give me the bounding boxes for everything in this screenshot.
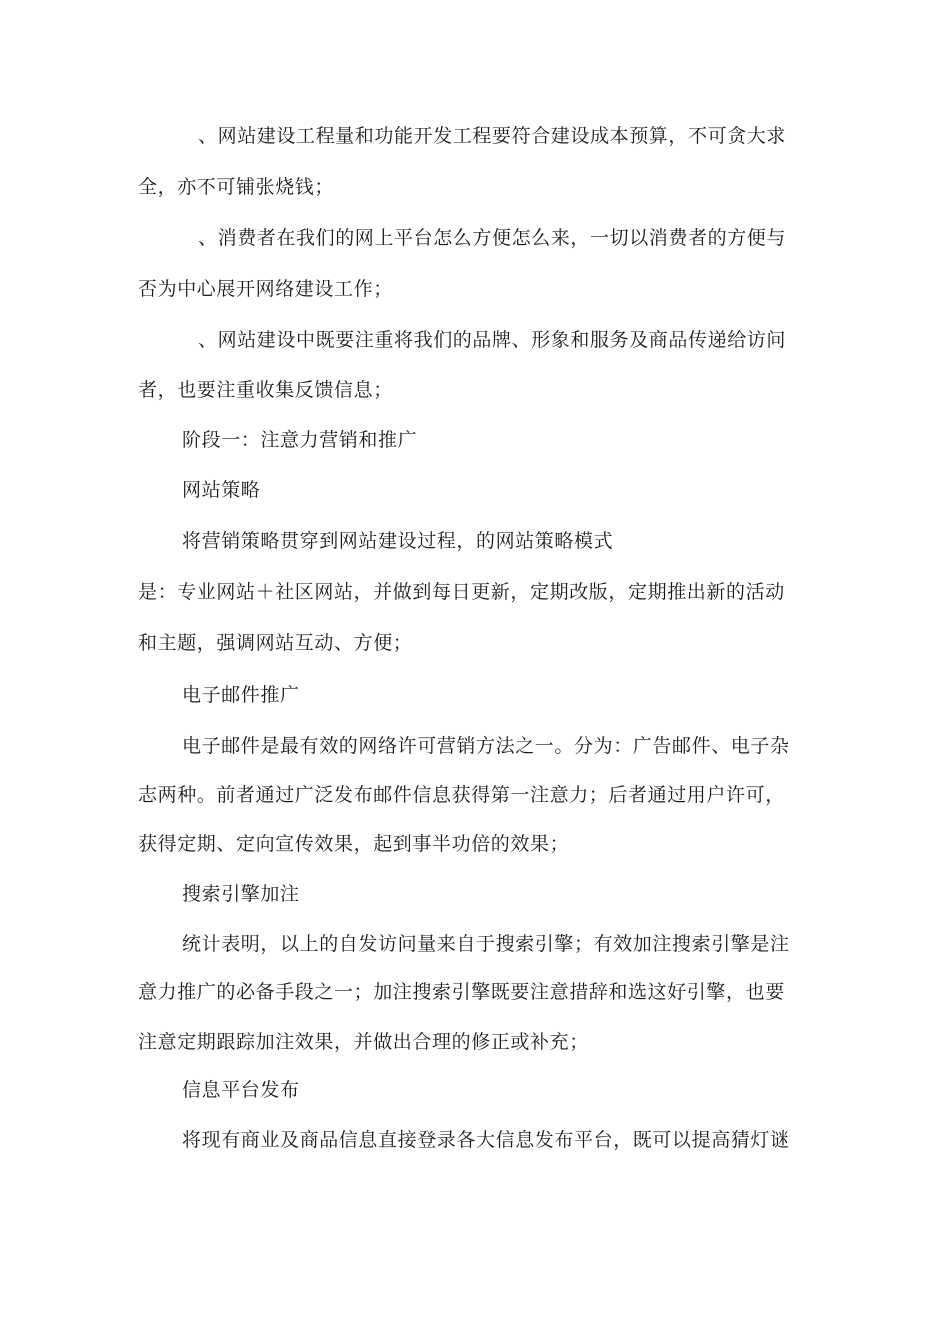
text-line-1: 、网站建设工程量和功能开发工程要符合建设成本预算，不可贪大求 bbox=[198, 125, 787, 147]
text-line-13: 电子邮件是最有效的网络许可营销方法之一。分为：广告邮件、电子杂 bbox=[182, 735, 790, 757]
text-line-14: 志两种。前者通过广泛发布邮件信息获得第一注意力；后者通过用户许可， bbox=[138, 784, 785, 806]
subheading-email-promotion: 电子邮件推广 bbox=[182, 684, 300, 706]
subheading-info-platform: 信息平台发布 bbox=[182, 1079, 300, 1101]
subheading-search-engine: 搜索引擎加注 bbox=[182, 883, 300, 905]
text-line-2: 全，亦不可铺张烧钱； bbox=[138, 176, 335, 198]
text-line-3: 、消费者在我们的网上平台怎么方便怎么来，一切以消费者的方便与 bbox=[198, 227, 787, 249]
text-line-10: 是：专业网站＋社区网站，并做到每日更新，定期改版，定期推出新的活动 bbox=[138, 581, 785, 603]
section-heading-stage-one: 阶段一：注意力营销和推广 bbox=[182, 429, 418, 451]
subheading-website-strategy: 网站策略 bbox=[182, 479, 261, 501]
text-line-6: 者，也要注重收集反馈信息； bbox=[138, 379, 393, 401]
text-line-15: 获得定期、定向宣传效果，起到事半功倍的效果； bbox=[138, 833, 570, 855]
text-line-4: 否为中心展开网络建设工作； bbox=[138, 278, 393, 300]
text-line-21: 将现有商业及商品信息直接登录各大信息发布平台，既可以提高猜灯谜 bbox=[182, 1129, 790, 1151]
text-line-9: 将营销策略贯穿到网站建设过程，的网站策略模式 bbox=[182, 530, 614, 552]
text-line-19: 注意定期跟踪加注效果，并做出合理的修正或补充； bbox=[138, 1031, 589, 1053]
text-line-11: 和主题，强调网站互动、方便； bbox=[138, 632, 413, 654]
text-line-18: 意力推广的必备手段之一；加注搜索引擎既要注意措辞和选这好引擎，也要 bbox=[138, 981, 785, 1003]
text-line-17: 统计表明，以上的自发访问量来自于搜索引擎；有效加注搜索引擎是注 bbox=[182, 933, 790, 955]
text-line-5: 、网站建设中既要注重将我们的品牌、形象和服务及商品传递给访问 bbox=[198, 329, 787, 351]
